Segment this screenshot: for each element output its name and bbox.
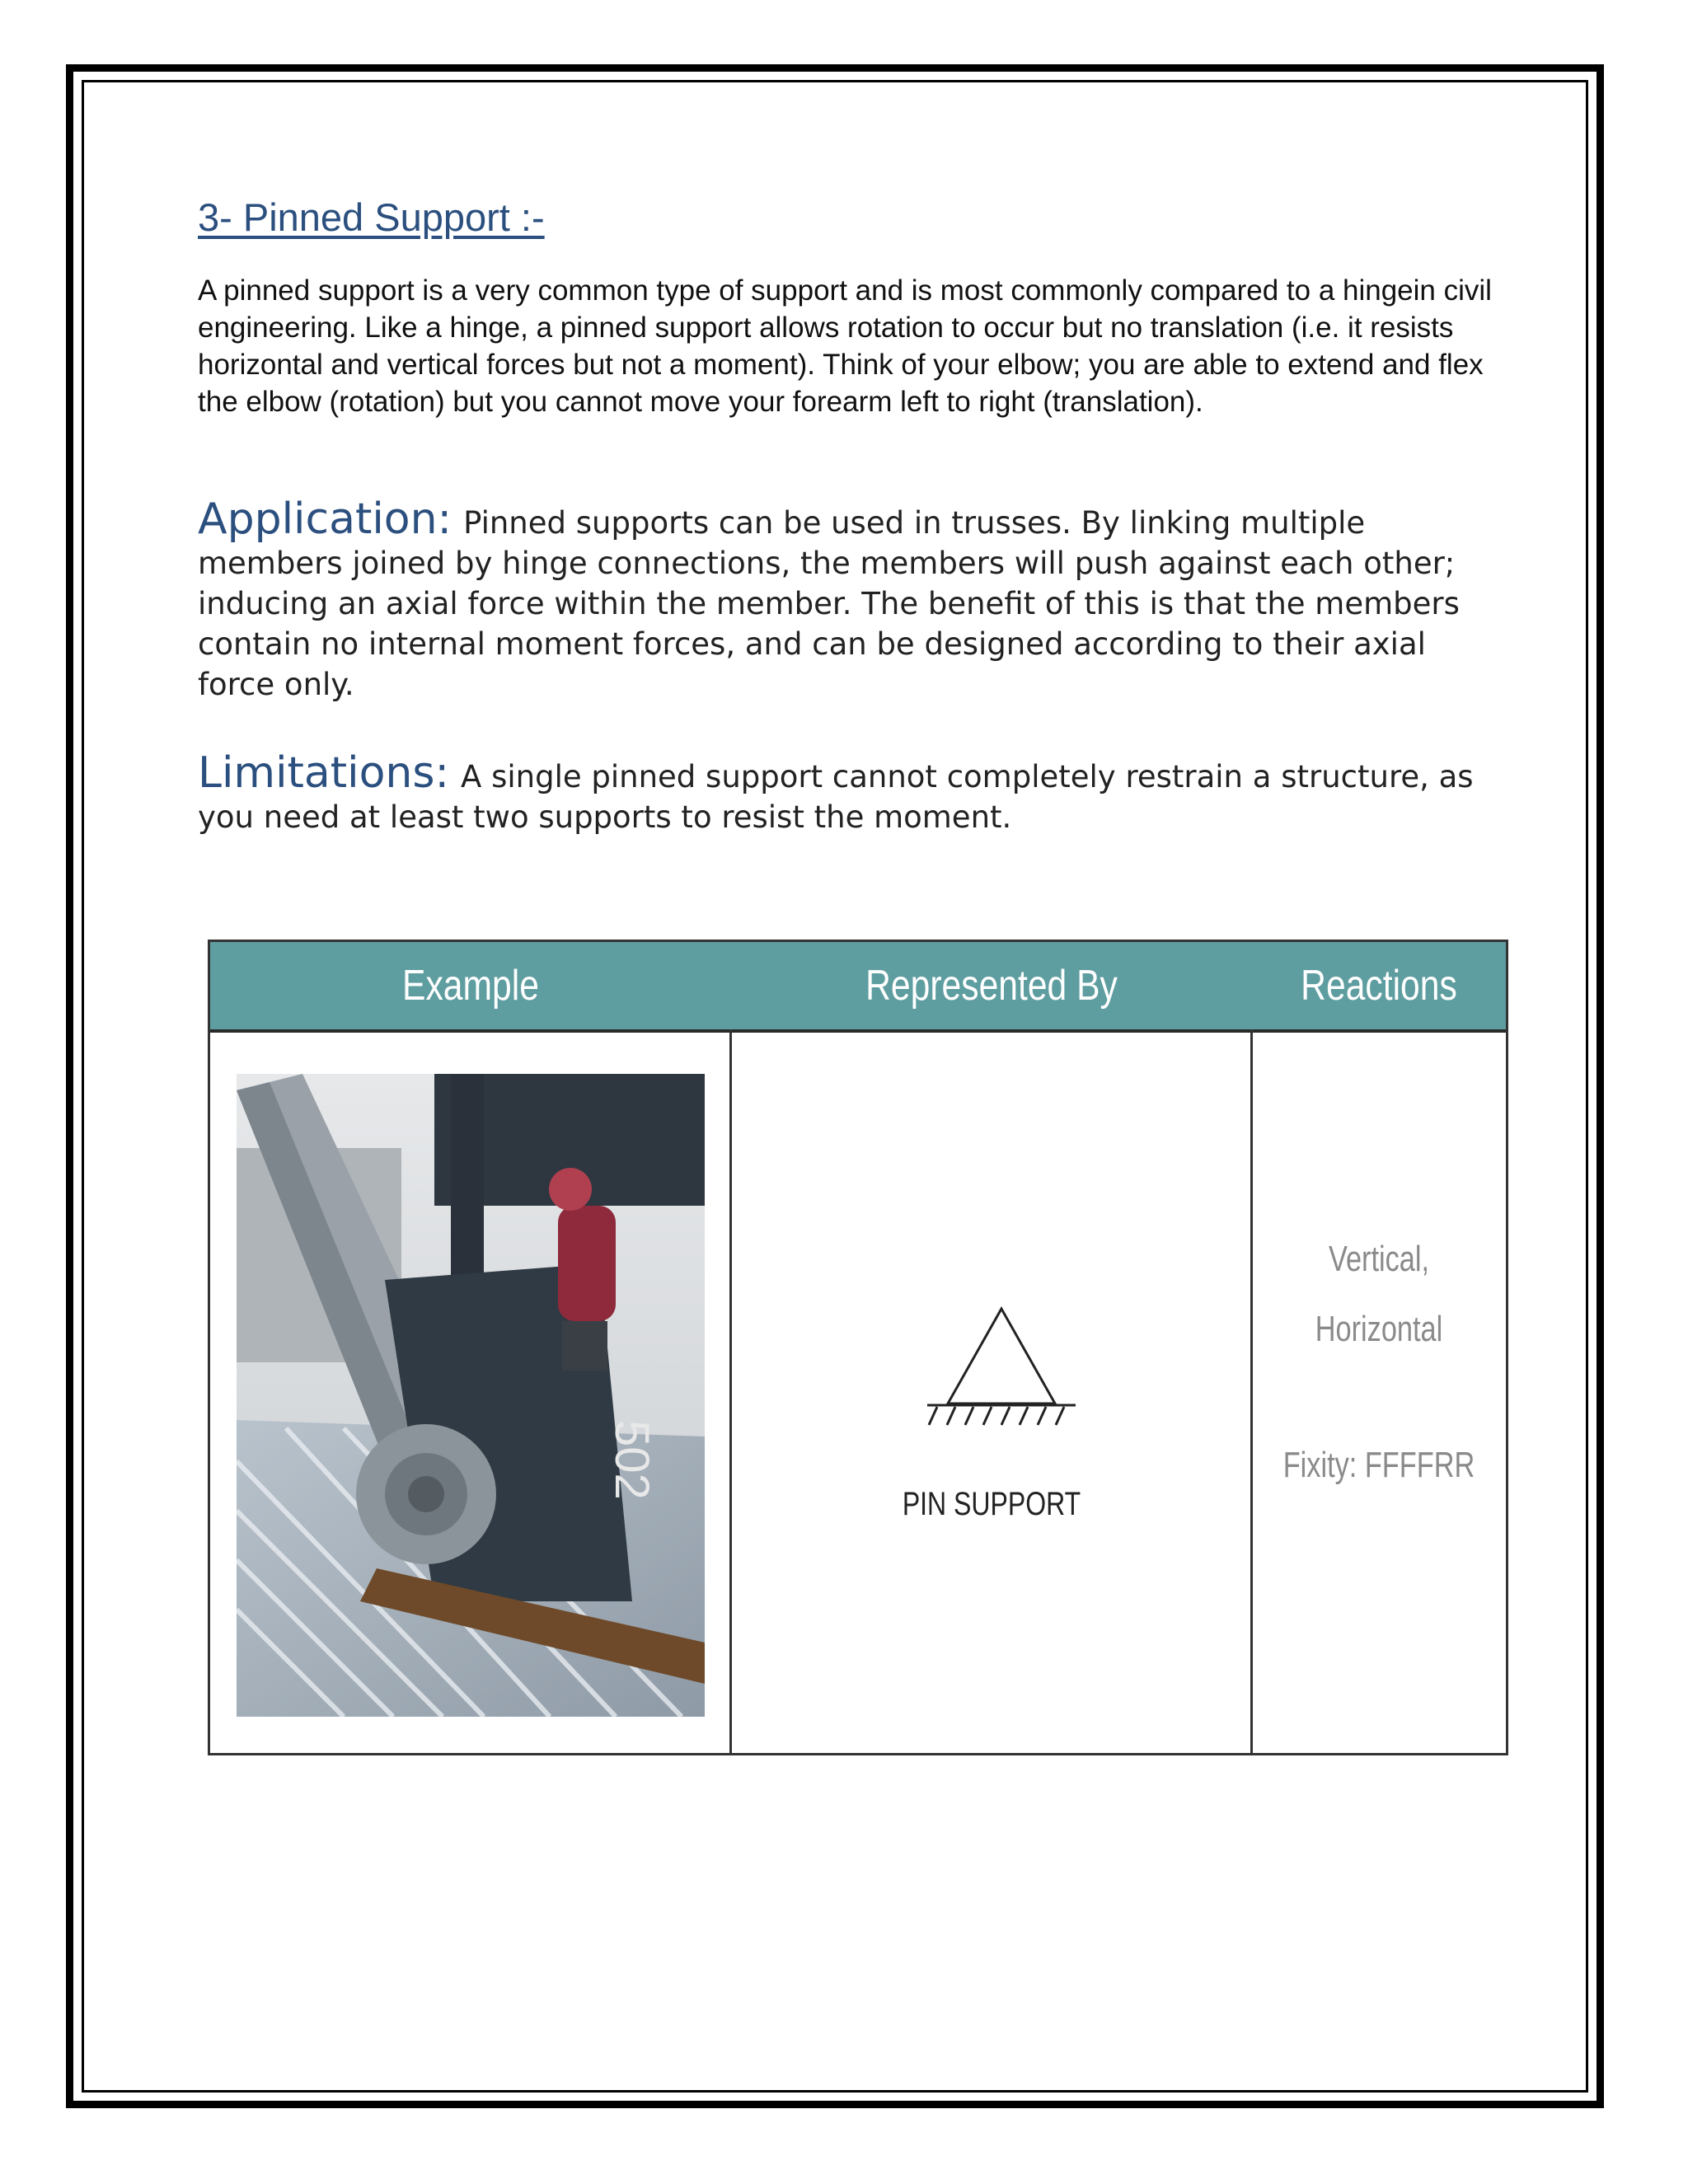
reaction-fixity: Fixity: FFFFRR [1282, 1445, 1475, 1485]
limitations-label: Limitations: [198, 748, 449, 798]
pin-support-label: PIN SUPPORT [902, 1486, 1081, 1522]
support-table [208, 940, 1508, 1755]
plate-number: 502 [605, 1420, 659, 1500]
limitations-section [198, 748, 1500, 837]
pinned-support-photo [237, 1074, 705, 1717]
reaction-vertical: Vertical, [1328, 1239, 1430, 1279]
limitations-text: A single pinned support cannot completely restrain a structure, as you need at least two supports to resist the moment. [198, 759, 1474, 835]
application-label: Application: [198, 494, 452, 544]
header-reactions: Reactions [1301, 962, 1457, 1010]
header-represented-by: Represented By [865, 962, 1118, 1010]
table-header-row [210, 942, 1506, 1033]
column-divider [729, 1029, 732, 1753]
column-divider [1250, 1029, 1253, 1753]
application-section [198, 494, 1500, 705]
header-example: Example [402, 962, 539, 1010]
pin-support-icon [919, 1305, 1084, 1428]
application-text: Pinned supports can be used in trusses. By linking multiple members joined by hinge connections, the members will push against each other; inducing an axial force within the member. The benefit of this is that the members contain no internal moment forces, and can be designed according to their axial force only. [198, 505, 1460, 702]
section-heading: 3- Pinned Support :- [198, 195, 545, 239]
reaction-horizontal: Horizontal [1315, 1309, 1443, 1349]
intro-paragraph: A pinned support is a very common type of support and is most commonly compared to a hingein civil engineering. Like a hinge, a pinned support allows rotation to occur but no translation (i.e. it resists horizontal and vertical forces but not a moment). Think of your elbow; you are able to extend and flex the elbow (rotation) but you cannot move your forearm left to right (translation). [198, 274, 1492, 418]
